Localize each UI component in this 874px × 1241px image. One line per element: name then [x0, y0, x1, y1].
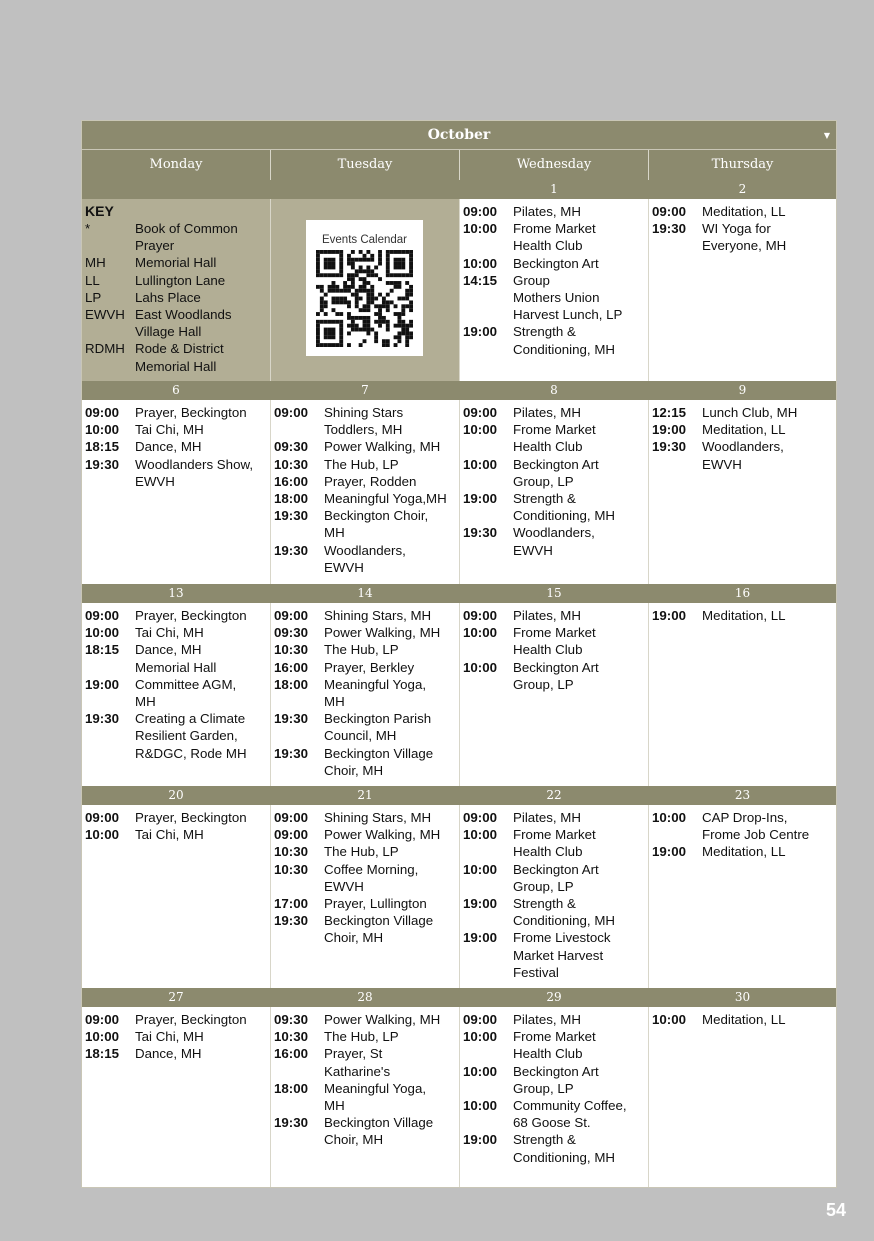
event-description: Dance, MH: [135, 1046, 202, 1062]
event-time: 19:30: [652, 439, 687, 455]
key-item: [85, 272, 267, 289]
day-cell-week-3-thursday: [649, 603, 836, 786]
event-entry: [652, 438, 833, 472]
calendar-table: [81, 120, 837, 1188]
event-time: 09:00: [463, 810, 498, 825]
date-number: 22: [546, 788, 562, 802]
event-time: 19:00: [463, 1132, 498, 1148]
event-description: Woodlanders, EWVH: [513, 525, 595, 558]
event-entry: [85, 1028, 267, 1045]
date-number: 6: [172, 383, 180, 397]
event-entry: [274, 1011, 456, 1028]
event-description: Frome Market Health Club: [513, 625, 596, 658]
event-description: Creating a Climate Resilient Garden, R&DGC, Rode MH: [135, 711, 247, 761]
event-time: 19:30: [652, 221, 687, 237]
day-cell-week-4-thursday: [649, 805, 836, 988]
event-time: 19:30: [274, 542, 309, 558]
event-entry: [652, 203, 833, 220]
event-entry: [274, 1080, 456, 1114]
event-description: Prayer, St Katharine's: [324, 1046, 391, 1079]
event-description: Woodlanders Show, EWVH: [135, 456, 254, 489]
event-time: 19:00: [85, 676, 120, 692]
event-description: Beckington Art: [513, 255, 599, 271]
event-description: Tai Chi, MH: [135, 625, 204, 641]
event-entry: [463, 659, 645, 693]
event-entry: [463, 203, 645, 220]
event-time: 10:30: [274, 1029, 309, 1045]
event-entry: [274, 809, 456, 826]
event-time: 19:30: [274, 711, 309, 727]
day-cell-week-2-wednesday: [460, 400, 648, 584]
event-entry: [85, 676, 267, 710]
event-entry: [85, 421, 267, 438]
event-entry: [652, 220, 833, 254]
weekday-monday: Monday: [149, 157, 203, 172]
event-entry: [274, 745, 456, 779]
event-entry: [463, 404, 645, 421]
event-time: 18:15: [85, 642, 120, 658]
event-time: 10:00: [463, 659, 498, 675]
event-time: 19:00: [652, 422, 687, 438]
event-description: Shining Stars, MH: [324, 810, 432, 825]
event-time: 19:30: [85, 456, 120, 472]
day-cell-week-5-monday: [82, 1007, 270, 1187]
event-time: 09:00: [652, 204, 687, 219]
event-entry: [274, 1114, 456, 1148]
event-description: Meaningful Yoga, MH: [324, 676, 427, 710]
date-number-row: [82, 584, 836, 603]
date-number-row: [82, 180, 836, 199]
qr-code-icon: [316, 250, 413, 347]
key-item: [85, 306, 267, 340]
date-number-row: [82, 786, 836, 805]
event-description: Prayer, Rodden: [324, 473, 417, 489]
day-cell-week-3-tuesday: [271, 603, 459, 786]
event-description: Frome Market Health Club: [513, 1029, 596, 1062]
event-entry: [85, 404, 267, 421]
key-title: KEY: [85, 203, 114, 219]
event-entry: [274, 438, 456, 455]
date-number: 28: [357, 990, 373, 1004]
event-time: 09:00: [463, 405, 498, 420]
event-entry: [463, 929, 645, 981]
key-item: [85, 289, 267, 306]
event-time: 19:00: [463, 491, 498, 507]
event-entry: [274, 676, 456, 710]
event-description: Prayer, Beckington: [135, 1012, 247, 1027]
event-entry: [274, 404, 456, 438]
event-time: 09:30: [274, 439, 309, 455]
event-entry: [463, 826, 645, 860]
event-entry: [463, 1131, 645, 1165]
event-entry: [652, 421, 833, 438]
event-time: 16:00: [274, 473, 309, 489]
date-number: 1: [550, 182, 558, 196]
day-cell-week-5-tuesday: [271, 1007, 459, 1187]
event-entry: [463, 1028, 645, 1062]
event-time: 19:30: [463, 525, 498, 541]
key-meaning: Lahs Place: [135, 289, 201, 305]
event-entry: [274, 490, 456, 507]
event-time: 10:00: [652, 1012, 687, 1027]
event-description: Beckington Art Group, LP: [513, 861, 599, 894]
event-description: Pilates, MH: [513, 608, 581, 623]
date-number: 7: [361, 383, 369, 397]
event-description: Group Mothers Union Harvest Lunch, LP: [513, 272, 623, 323]
event-time: 16:00: [274, 659, 309, 675]
key-meaning: Rode & District Memorial Hall: [135, 341, 224, 374]
weekday-tuesday: Tuesday: [337, 157, 393, 172]
event-description: Meditation, LL: [702, 204, 786, 219]
event-time: 18:00: [274, 676, 309, 692]
event-time: 10:00: [652, 810, 687, 825]
event-entry: [85, 607, 267, 624]
event-time: 19:00: [463, 324, 498, 340]
event-time: 10:00: [463, 422, 498, 438]
event-entry: [85, 641, 267, 675]
event-entry: [463, 524, 645, 558]
day-cell-week-5-thursday: [649, 1007, 836, 1187]
key-item: [85, 254, 267, 271]
event-time: 19:30: [274, 508, 309, 524]
qr-code-cell: [271, 199, 459, 381]
event-time: 19:30: [274, 745, 309, 761]
date-number: 16: [734, 586, 751, 600]
event-description: Prayer, Beckington: [135, 810, 247, 825]
date-number: 30: [734, 990, 751, 1004]
key-abbreviation: MH: [85, 255, 106, 271]
event-entry: [274, 473, 456, 490]
event-time: 10:30: [274, 861, 309, 877]
event-time: 09:00: [274, 405, 309, 420]
event-time: 09:00: [274, 827, 309, 843]
event-entry: [463, 607, 645, 624]
event-description: CAP Drop-Ins, Frome Job Centre: [702, 810, 810, 843]
day-cell-week-4-wednesday: [460, 805, 648, 988]
event-time: 19:00: [463, 930, 498, 946]
day-cell-week-2-monday: [82, 400, 270, 584]
key-meaning: Memorial Hall: [135, 255, 217, 271]
event-entry: [463, 490, 645, 524]
event-entry: [85, 438, 267, 455]
event-description: Meditation, LL: [702, 844, 786, 860]
event-description: Beckington Village Choir, MH: [324, 1115, 434, 1148]
key-abbreviation: RDMH: [85, 341, 125, 357]
event-entry: [652, 843, 833, 860]
event-entry: [274, 895, 456, 912]
event-time: 09:00: [274, 810, 309, 825]
event-description: Meditation, LL: [702, 422, 786, 438]
weekday-thursday: Thursday: [711, 157, 774, 172]
event-description: Frome Livestock Market Harvest Festival: [513, 930, 611, 980]
event-description: Strength & Conditioning, MH: [513, 1132, 615, 1165]
event-time: 09:30: [274, 625, 309, 641]
event-description: Tai Chi, MH: [135, 1029, 204, 1045]
event-time: 10:30: [274, 642, 309, 658]
event-time: 10:00: [85, 1029, 120, 1045]
event-description: The Hub, LP: [324, 844, 399, 860]
event-description: Beckington Art Group, LP: [513, 659, 599, 692]
event-description: Beckington Village Choir, MH: [324, 745, 434, 778]
event-description: Prayer, Beckington: [135, 608, 247, 623]
key-meaning: East Woodlands Village Hall: [135, 307, 232, 340]
event-description: Dance, MH Memorial Hall: [135, 642, 217, 675]
event-entry: [463, 861, 645, 895]
event-entry: [85, 809, 267, 826]
date-number-row: [82, 381, 836, 400]
event-description: Frome Market Health Club: [513, 422, 596, 455]
dropdown-arrow-icon[interactable]: ▼: [823, 130, 830, 140]
event-time: 10:30: [274, 456, 309, 472]
event-entry: [274, 1028, 456, 1045]
event-entry: [274, 607, 456, 624]
key-legend: [82, 199, 270, 381]
day-cell-week-2-thursday: [649, 400, 836, 584]
event-time: 16:00: [274, 1046, 309, 1062]
event-time: 10:00: [463, 625, 498, 641]
date-number-row: [82, 988, 836, 1007]
event-description: Meditation, LL: [702, 608, 786, 623]
event-time: 09:30: [274, 1012, 309, 1027]
event-time: 09:00: [85, 608, 120, 623]
day-cell-week-4-tuesday: [271, 805, 459, 988]
event-entry: [463, 1011, 645, 1028]
event-description: Strength & Conditioning, MH: [513, 896, 615, 929]
event-entry: [85, 1045, 267, 1062]
event-entry: [463, 1063, 645, 1097]
event-entry: [274, 507, 456, 541]
event-entry: [463, 624, 645, 658]
event-entry: [274, 641, 456, 658]
event-description: Pilates, MH: [513, 204, 581, 219]
event-entry: [463, 255, 645, 272]
event-entry: [652, 404, 833, 421]
event-description: Beckington Choir, MH: [324, 508, 429, 541]
event-description: Frome Market Health Club: [513, 221, 596, 254]
date-number: [271, 180, 459, 199]
day-cell-week-5-wednesday: [460, 1007, 648, 1187]
event-time: 10:00: [85, 422, 120, 438]
event-time: 10:00: [463, 827, 498, 843]
event-description: WI Yoga for Everyone, MH: [702, 221, 787, 254]
event-entry: [463, 272, 645, 324]
date-number: 27: [168, 990, 184, 1004]
event-entry: [463, 1097, 645, 1131]
event-entry: [463, 421, 645, 455]
date-number: 14: [357, 586, 373, 600]
event-entry: [274, 710, 456, 744]
event-time: 19:00: [463, 896, 498, 912]
event-time: 10:00: [85, 827, 120, 843]
event-description: Coffee Morning, EWVH: [324, 861, 419, 894]
event-entry: [652, 607, 833, 624]
event-description: Prayer, Lullington: [324, 896, 427, 912]
event-time: 18:15: [85, 1046, 120, 1062]
event-description: Committee AGM, MH: [135, 676, 237, 710]
event-description: Community Coffee, 68 Goose St.: [513, 1098, 627, 1131]
day-cell-week-3-monday: [82, 603, 270, 786]
month-header: [82, 121, 836, 150]
date-number: 9: [738, 383, 747, 397]
event-entry: [85, 826, 267, 843]
date-number: 2: [738, 182, 747, 196]
event-entry: [274, 861, 456, 895]
event-description: The Hub, LP: [324, 456, 399, 472]
event-time: 10:00: [463, 861, 498, 877]
event-time: 19:00: [652, 844, 687, 860]
event-description: Meaningful Yoga,MH: [324, 491, 447, 507]
event-entry: [85, 624, 267, 641]
month-title: October: [427, 127, 491, 143]
key-abbreviation: LP: [85, 289, 102, 305]
key-abbreviation: EWVH: [85, 307, 125, 323]
event-description: The Hub, LP: [324, 1029, 399, 1045]
event-entry: [274, 912, 456, 946]
event-description: Frome Market Health Club: [513, 827, 596, 860]
event-description: Pilates, MH: [513, 1012, 581, 1027]
event-description: Prayer, Beckington: [135, 405, 247, 420]
page-number: 54: [826, 1200, 847, 1220]
qr-code-card[interactable]: [306, 220, 423, 356]
day-cell-week-1-thursday: [649, 199, 836, 381]
key-item: [85, 340, 267, 374]
day-cell-week-4-monday: [82, 805, 270, 988]
key-item: [85, 220, 267, 254]
event-time: 18:00: [274, 1080, 309, 1096]
event-entry: [463, 809, 645, 826]
weekday-wednesday: Wednesday: [516, 157, 592, 172]
event-description: Tai Chi, MH: [135, 422, 204, 438]
day-cell-week-3-wednesday: [460, 603, 648, 786]
event-description: Power Walking, MH: [324, 439, 441, 455]
event-description: Pilates, MH: [513, 405, 581, 420]
event-description: Strength & Conditioning, MH: [513, 324, 615, 357]
date-number: 13: [168, 586, 184, 600]
event-time: 18:15: [85, 439, 120, 455]
event-time: 09:00: [85, 810, 120, 825]
event-description: Beckington Parish Council, MH: [324, 711, 432, 744]
event-description: Beckington Art Group, LP: [513, 1063, 599, 1096]
event-time: 18:00: [274, 491, 309, 507]
event-description: Beckington Village Choir, MH: [324, 913, 434, 946]
event-description: Woodlanders, EWVH: [324, 542, 406, 575]
key-abbreviation: LL: [85, 272, 100, 288]
event-entry: [274, 826, 456, 843]
event-time: 14:15: [463, 272, 498, 288]
event-entry: [652, 1011, 833, 1028]
event-time: 19:30: [85, 711, 120, 727]
event-description: Power Walking, MH: [324, 625, 441, 641]
event-description: Strength & Conditioning, MH: [513, 491, 615, 524]
date-number: 23: [734, 788, 751, 802]
event-time: 12:15: [652, 405, 687, 420]
date-number: [82, 180, 270, 199]
event-description: Power Walking, MH: [324, 1012, 441, 1027]
key-abbreviation: *: [85, 221, 91, 236]
event-time: 10:00: [463, 456, 498, 472]
event-time: 09:00: [463, 608, 498, 623]
event-entry: [85, 710, 267, 762]
date-number: 8: [550, 383, 558, 397]
event-time: 10:30: [274, 844, 309, 860]
event-entry: [274, 659, 456, 676]
date-number: 21: [357, 788, 373, 802]
event-description: Meaningful Yoga, MH: [324, 1080, 427, 1114]
event-time: 17:00: [274, 896, 309, 912]
event-description: Pilates, MH: [513, 810, 581, 825]
event-entry: [463, 895, 645, 929]
event-time: 09:00: [85, 405, 120, 420]
event-time: 10:00: [463, 221, 498, 237]
event-time: 10:00: [463, 1063, 498, 1079]
event-entry: [274, 843, 456, 860]
event-entry: [463, 323, 645, 357]
event-description: Tai Chi, MH: [135, 827, 204, 843]
event-description: Prayer, Berkley: [324, 659, 415, 675]
event-time: 09:00: [463, 1012, 498, 1027]
event-entry: [274, 542, 456, 576]
event-entry: [463, 220, 645, 254]
event-description: Shining Stars Toddlers, MH: [324, 405, 404, 438]
event-entry: [463, 456, 645, 490]
date-number: 29: [546, 990, 562, 1004]
event-time: 10:00: [85, 625, 120, 641]
event-description: Beckington Art Group, LP: [513, 456, 599, 489]
event-description: Woodlanders, EWVH: [702, 439, 784, 472]
event-description: Dance, MH: [135, 439, 202, 455]
event-time: 10:00: [463, 1098, 498, 1114]
event-time: 19:30: [274, 1115, 309, 1131]
event-time: 10:00: [463, 255, 498, 271]
event-entry: [274, 456, 456, 473]
event-time: 09:00: [274, 608, 309, 623]
event-description: Power Walking, MH: [324, 827, 441, 843]
event-description: The Hub, LP: [324, 642, 399, 658]
key-meaning: Book of Common Prayer: [135, 221, 238, 254]
event-time: 10:00: [463, 1029, 498, 1045]
event-time: 19:30: [274, 913, 309, 929]
qr-code-label: Events Calendar: [321, 234, 408, 246]
date-number: 20: [168, 788, 184, 802]
key-meaning: Lullington Lane: [135, 272, 226, 288]
event-entry: [274, 1045, 456, 1079]
day-cell-week-1-wednesday: [460, 199, 648, 381]
day-cell-week-2-tuesday: [271, 400, 459, 584]
event-time: 09:00: [463, 204, 498, 219]
event-entry: [85, 1011, 267, 1028]
date-number: 15: [546, 586, 562, 600]
event-time: 09:00: [85, 1012, 120, 1027]
event-entry: [274, 624, 456, 641]
event-entry: [85, 456, 267, 490]
event-description: Lunch Club, MH: [702, 405, 798, 420]
event-entry: [652, 809, 833, 843]
event-time: 19:00: [652, 608, 687, 623]
event-description: Meditation, LL: [702, 1012, 786, 1027]
event-description: Shining Stars, MH: [324, 608, 432, 623]
